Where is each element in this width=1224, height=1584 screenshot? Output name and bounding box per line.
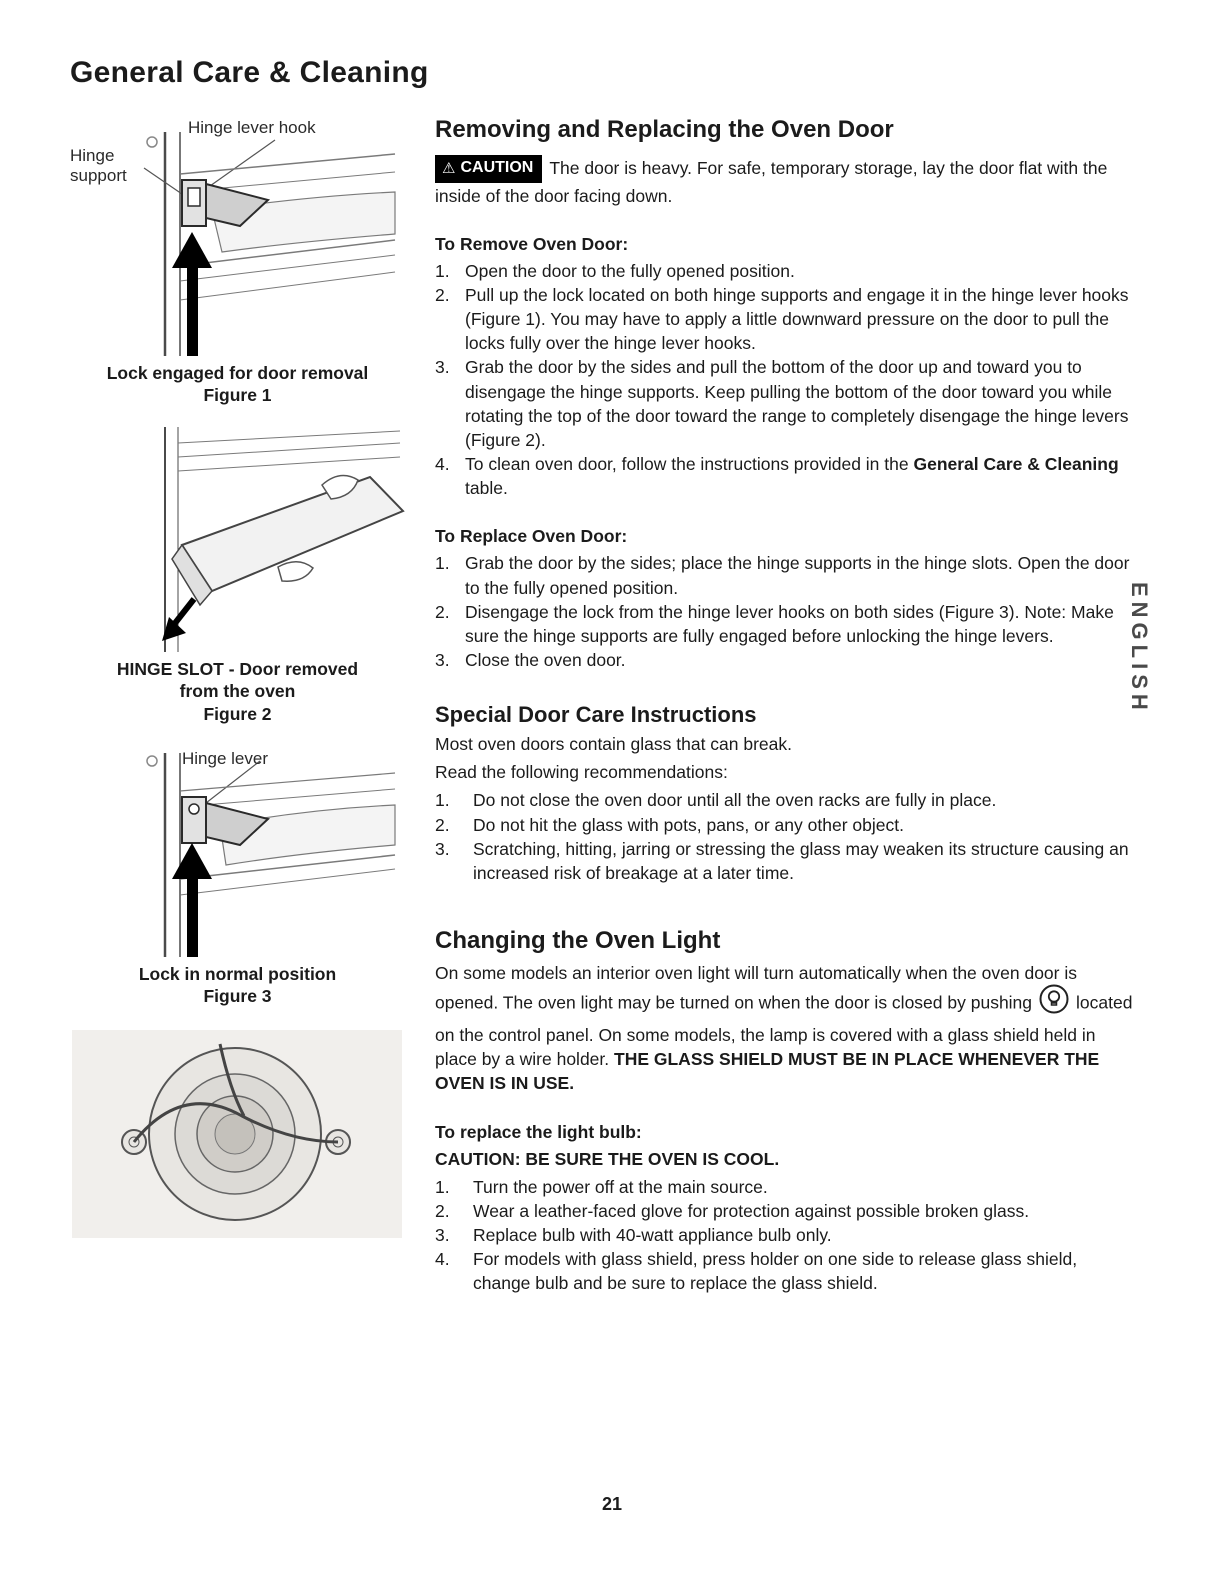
list-text: Do not close the oven door until all the oven racks are fully in place. — [473, 790, 997, 811]
special-care-intro-2: Read the following recommendations: — [435, 762, 728, 783]
list-text: Do not hit the glass with pots, pans, or any other object. — [473, 814, 904, 835]
section-heading-special-care: Special Door Care Instructions — [435, 702, 757, 728]
figure1-label-hinge-lever-hook: Hinge lever hook — [188, 118, 316, 137]
warning-icon: ⚠ — [442, 160, 456, 177]
replace-door-steps — [435, 551, 1135, 672]
figure3-label-hinge-lever: Hinge lever — [182, 748, 268, 768]
section-heading-oven-light: Changing the Oven Light — [435, 926, 721, 954]
remove-door-steps — [435, 259, 1135, 500]
list-number: 1. — [435, 553, 450, 574]
light-bulb-figure — [70, 1028, 405, 1240]
figure-1 — [70, 116, 405, 407]
figure3-hinge-drawing — [70, 745, 405, 957]
list-text: Scratching, hitting, jarring or stressing the glass may weaken its structure causing an increased risk of breakage at a later time. — [473, 838, 1129, 883]
list-number: 3. — [435, 838, 450, 859]
caution-badge-label: CAUTION — [460, 159, 534, 177]
content-columns — [70, 116, 1224, 1298]
list-item — [435, 837, 1135, 885]
list-number: 3. — [435, 1225, 450, 1246]
list-number: 2. — [435, 601, 450, 622]
list-item — [435, 452, 1135, 500]
figure-3 — [70, 745, 405, 1008]
list-item — [435, 788, 1135, 812]
section-heading-removing-door: Removing and Replacing the Oven Door — [435, 116, 894, 143]
caution-text: The door is heavy. For safe, temporary storage, lay the door flat with the inside of the door facing down. — [435, 158, 1108, 206]
list-item — [435, 1223, 1135, 1247]
list-text: Grab the door by the sides; place the hinge supports in the hinge slots. Open the door to the fully opened position. — [465, 553, 1130, 598]
figure2-hinge-slot-drawing — [70, 427, 405, 652]
list-text: To clean oven door, follow the instructions provided in the General Care & Cleaning table. — [465, 453, 1119, 499]
list-number: 2. — [435, 284, 450, 305]
list-number: 3. — [435, 649, 450, 670]
list-number: 3. — [435, 357, 450, 378]
list-number: 1. — [435, 1176, 450, 1197]
figure3-caption: Lock in normal position Figure 3 — [138, 963, 337, 1007]
page-title: General Care & Cleaning — [70, 56, 429, 89]
list-number: 2. — [435, 1201, 450, 1222]
figure-2 — [70, 427, 405, 725]
page-number: 21 — [601, 1494, 623, 1514]
list-text: For models with glass shield, press holder on one side to release glass shield, change bulb and be sure to replace the glass shield. — [473, 1249, 1078, 1294]
figure2-caption: HINGE SLOT - Door removed from the oven Figure 2 — [116, 658, 359, 724]
special-care-list — [435, 788, 1135, 885]
list-item — [435, 648, 1135, 672]
list-number: 4. — [435, 1249, 450, 1270]
list-item — [435, 600, 1135, 648]
main-content — [435, 116, 1135, 1298]
caution-badge — [435, 155, 542, 182]
special-care-intro-1: Most oven doors contain glass that can break. — [435, 734, 793, 755]
subheading-replace-door: To Replace Oven Door: — [435, 526, 628, 547]
list-text: Open the door to the fully opened position. — [465, 260, 795, 281]
caution-paragraph — [435, 156, 1135, 208]
figures-column — [70, 116, 405, 1240]
list-item — [435, 283, 1135, 355]
list-item — [435, 551, 1135, 599]
list-number: 1. — [435, 790, 450, 811]
list-item — [435, 259, 1135, 283]
oven-cool-caution: CAUTION: BE SURE THE OVEN IS COOL. — [435, 1148, 780, 1169]
list-text: Wear a leather-faced glove for protection against possible broken glass. — [473, 1201, 1030, 1222]
list-item — [435, 1175, 1135, 1199]
subheading-remove-door: To Remove Oven Door: — [435, 233, 629, 254]
list-text: Close the oven door. — [465, 649, 626, 670]
language-side-label: ENGLISH — [1127, 582, 1152, 715]
list-text: Disengage the lock from the hinge lever hooks on both sides (Figure 3). Note: Make sure the hinge supports are fully engaged before unlocking the hinge levers. — [465, 601, 1114, 646]
list-item — [435, 355, 1135, 452]
list-item — [435, 1247, 1135, 1295]
replace-bulb-steps — [435, 1175, 1135, 1296]
list-item — [435, 1199, 1135, 1223]
oven-light-paragraph: On some models an interior oven light will turn automatically when the oven door is opened. The oven light may be turned on when the door is closed by pushing located on the control panel. On some models, the lamp is covered with a glass shield held in place by a wire holder. THE GLASS SHIELD MUST BE IN PLACE WHENEVER THE OVEN IS IN USE. — [435, 962, 1133, 1094]
list-number: 4. — [435, 453, 450, 474]
list-number: 2. — [435, 814, 450, 835]
figure1-label-hinge-support: Hinge support — [70, 146, 127, 185]
list-text: Replace bulb with 40-watt appliance bulb only. — [473, 1225, 832, 1246]
list-number: 1. — [435, 260, 450, 281]
list-text: Turn the power off at the main source. — [473, 1176, 768, 1197]
list-item — [435, 813, 1135, 837]
figure1-caption: Lock engaged for door removal Figure 1 — [106, 363, 369, 406]
light-bulb-drawing — [70, 1028, 405, 1240]
list-text: Pull up the lock located on both hinge supports and engage it in the hinge lever hooks (Figure 1). You may have to apply a little downward pressure on the door to pull the locks fully over the hinge lever hooks. — [465, 284, 1129, 354]
subheading-replace-bulb: To replace the light bulb: — [435, 1121, 642, 1142]
light-bulb-icon — [1038, 983, 1070, 1021]
list-text: Grab the door by the sides and pull the bottom of the door up and toward you to disengage the hinge supports. Keep pulling the bottom of the door toward you while rotating the top of the door toward the range to completely disengage the hinge levers (Figure 2). — [465, 357, 1129, 450]
